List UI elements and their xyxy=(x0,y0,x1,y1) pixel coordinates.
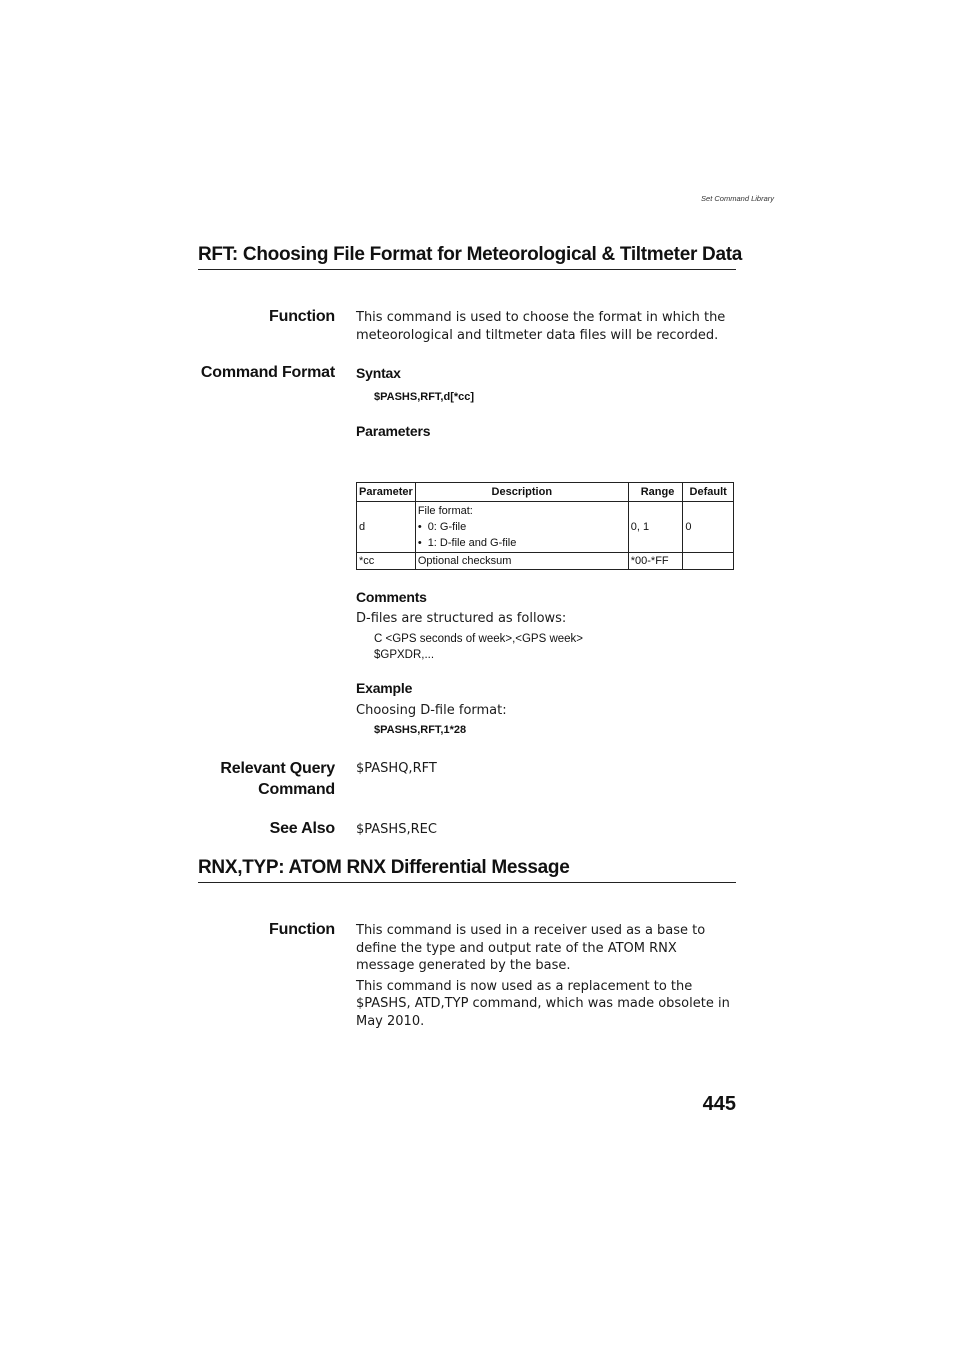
syntax-code: $PASHS,RFT,d[*cc] xyxy=(374,391,475,403)
table-row xyxy=(357,502,734,553)
table-header-range: Range xyxy=(628,483,683,502)
comments-code-line1: C <GPS seconds of week>,<GPS week> xyxy=(374,633,584,645)
list-item: • 1: D-file and G-file xyxy=(418,535,626,551)
function-paragraph-2: This command is now used as a replacement to the $PASHS, ATD,TYP command, which was made obsolete in May 2010. xyxy=(356,978,730,1029)
section-title-rft: RFT: Choosing File Format for Meteorological & Tiltmeter Data xyxy=(198,244,736,270)
function-paragraph-1: This command is used in a receiver used as a base to define the type and output rate of the ATOM RNX message generated by the base. xyxy=(356,923,706,973)
cell-default: 0 xyxy=(683,502,734,553)
relevant-query-label xyxy=(198,758,335,800)
running-head: Set Command Library xyxy=(701,194,774,203)
function-text xyxy=(356,309,738,347)
table-header-default: Default xyxy=(683,483,734,502)
relevant-query-label-line1: Relevant Query xyxy=(220,760,335,777)
example-heading: Example xyxy=(356,680,413,696)
description-list xyxy=(418,519,626,551)
cell-description xyxy=(415,502,628,553)
cell-description: Optional checksum xyxy=(415,553,628,570)
function-text-2 xyxy=(356,922,738,1033)
table-header-row xyxy=(357,483,734,502)
function-label: Function xyxy=(269,308,335,325)
example-text: Choosing D-file format: xyxy=(356,703,507,718)
cell-range: 0, 1 xyxy=(628,502,683,553)
example-code: $PASHS,RFT,1*28 xyxy=(374,724,467,736)
section-title-rnx: RNX,TYP: ATOM RNX Differential Message xyxy=(198,857,736,883)
page-number: 445 xyxy=(702,1093,736,1115)
cell-parameter: *cc xyxy=(357,553,416,570)
see-also-label: See Also xyxy=(269,820,335,837)
table-row xyxy=(357,553,734,570)
comments-code-line2: $GPXDR,... xyxy=(374,649,435,661)
description-title: File format: xyxy=(417,505,473,517)
cell-default xyxy=(683,553,734,570)
relevant-query-value: $PASHQ,RFT xyxy=(356,761,437,776)
list-item: • 0: G-file xyxy=(418,519,626,535)
function-label-2: Function xyxy=(269,921,335,938)
cell-parameter: d xyxy=(357,502,416,553)
comments-text: D-files are structured as follows: xyxy=(356,611,567,626)
parameters-heading: Parameters xyxy=(356,423,431,439)
cell-range: *00-*FF xyxy=(628,553,683,570)
see-also-value: $PASHS,REC xyxy=(356,822,437,837)
table-header-description: Description xyxy=(415,483,628,502)
function-paragraph: This command is used to choose the format in which the meteorological and tiltmeter data files will be recorded. xyxy=(356,310,726,343)
table-header-parameter: Parameter xyxy=(357,483,416,502)
command-format-label: Command Format xyxy=(200,364,335,381)
parameters-table xyxy=(356,482,734,570)
comments-heading: Comments xyxy=(356,589,427,605)
syntax-heading: Syntax xyxy=(356,365,401,381)
relevant-query-label-line2: Command xyxy=(258,781,335,798)
